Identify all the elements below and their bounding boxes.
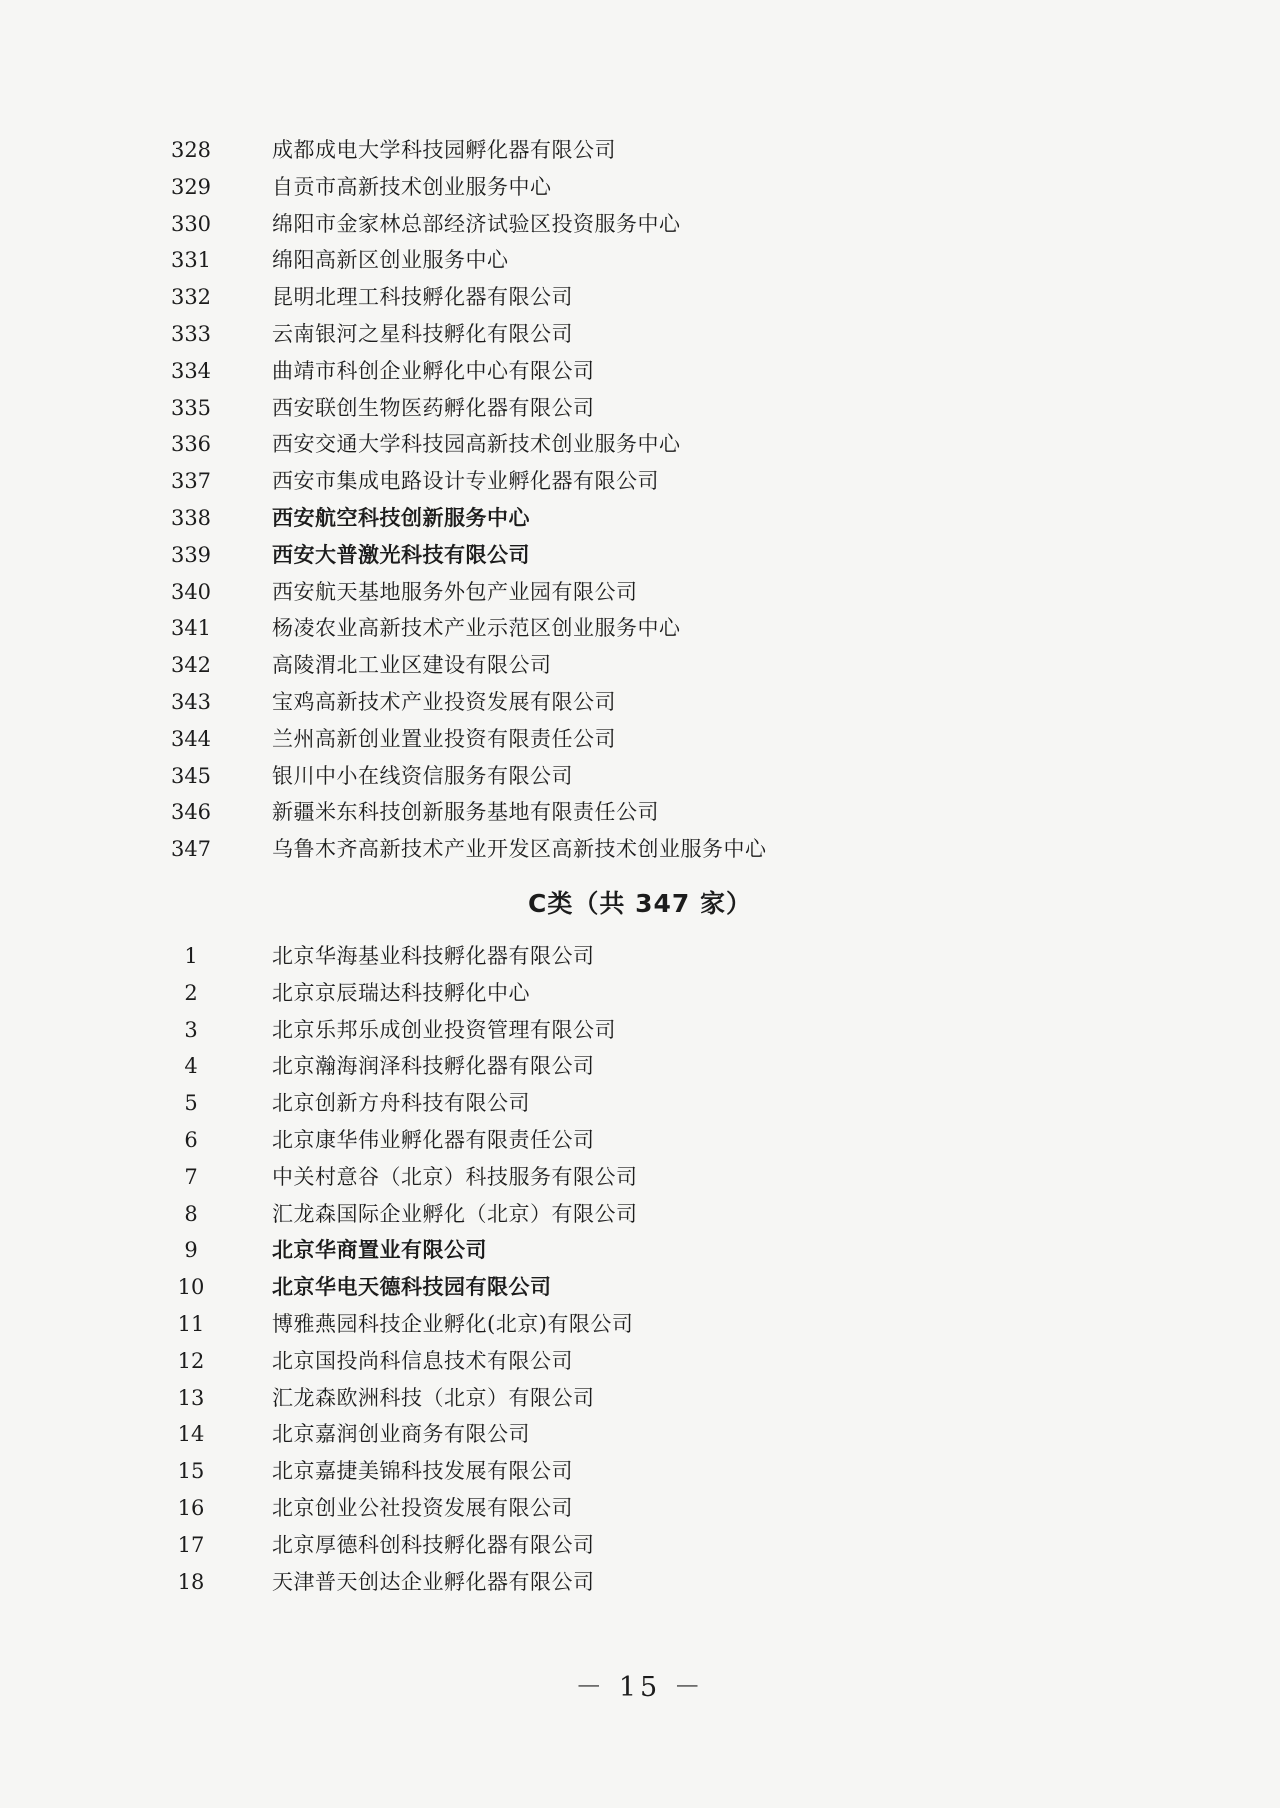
item-name: 博雅燕园科技企业孵化(北京)有限公司	[272, 1312, 634, 1336]
item-number: 16	[177, 1496, 205, 1520]
item-number: 339	[170, 542, 212, 567]
list-item	[0, 938, 1280, 974]
list-item	[0, 794, 1280, 830]
item-name: 新疆米东科技创新服务基地有限责任公司	[272, 800, 659, 825]
item-number: 331	[170, 248, 212, 273]
list-item	[0, 500, 1280, 536]
list-item	[0, 721, 1280, 757]
list-item	[0, 647, 1280, 683]
item-name: 昆明北理工科技孵化器有限公司	[272, 285, 573, 310]
list-item	[0, 1122, 1280, 1158]
item-number: 341	[170, 616, 212, 641]
list-item	[0, 426, 1280, 462]
item-number: 8	[184, 1201, 198, 1226]
item-name: 汇龙森国际企业孵化（北京）有限公司	[272, 1201, 638, 1226]
section-heading-c: C类（共 347 家）	[528, 889, 752, 918]
item-number: 345	[170, 763, 212, 788]
list-item	[0, 132, 1280, 168]
item-number: 18	[177, 1569, 205, 1594]
item-name: 绵阳市金家林总部经济试验区投资服务中心	[272, 211, 681, 236]
item-name: 北京华海基业科技孵化器有限公司	[272, 944, 595, 968]
item-name: 自贡市高新技术创业服务中心	[272, 174, 552, 199]
list-item	[0, 1196, 1280, 1232]
item-number: 336	[170, 432, 212, 457]
item-number: 338	[170, 506, 212, 530]
item-number: 343	[170, 690, 212, 714]
item-name: 天津普天创达企业孵化器有限公司	[272, 1569, 595, 1594]
item-name: 西安联创生物医药孵化器有限公司	[272, 395, 595, 420]
list-item	[0, 242, 1280, 278]
item-name: 北京嘉捷美锦科技发展有限公司	[272, 1459, 573, 1484]
item-number: 332	[170, 285, 212, 310]
list-item	[0, 1527, 1280, 1563]
list-item	[0, 1159, 1280, 1195]
list-item	[0, 1380, 1280, 1416]
item-name: 北京创新方舟科技有限公司	[272, 1091, 530, 1116]
item-number: 10	[177, 1275, 205, 1300]
item-name: 西安大普激光科技有限公司	[272, 541, 530, 567]
item-name: 兰州高新创业置业投资有限责任公司	[272, 726, 616, 751]
list-item	[0, 1343, 1280, 1379]
item-number: 11	[177, 1312, 205, 1336]
item-number: 347	[170, 837, 212, 862]
item-name: 北京乐邦乐成创业投资管理有限公司	[272, 1017, 616, 1042]
item-number: 5	[184, 1091, 198, 1116]
item-number: 13	[177, 1385, 205, 1410]
item-name: 西安航天基地服务外包产业园有限公司	[272, 579, 638, 604]
item-name: 云南银河之星科技孵化有限公司	[272, 322, 573, 346]
list-item	[0, 1269, 1280, 1305]
item-name: 北京华电天德科技园有限公司	[272, 1274, 552, 1300]
item-number: 337	[170, 469, 212, 494]
item-number: 344	[170, 726, 212, 751]
list-item	[0, 1416, 1280, 1452]
item-name: 北京创业公社投资发展有限公司	[272, 1496, 573, 1520]
list-item	[0, 758, 1280, 794]
item-number: 2	[184, 980, 198, 1005]
item-name: 中关村意谷（北京）科技服务有限公司	[272, 1164, 638, 1189]
item-name: 银川中小在线资信服务有限公司	[272, 763, 573, 788]
list-item	[0, 1564, 1280, 1600]
item-name: 北京嘉润创业商务有限公司	[272, 1422, 530, 1447]
list-item	[0, 610, 1280, 646]
item-name: 北京京辰瑞达科技孵化中心	[272, 980, 530, 1005]
item-name: 杨凌农业高新技术产业示范区创业服务中心	[272, 616, 681, 641]
item-number: 15	[177, 1459, 205, 1484]
item-name: 高陵渭北工业区建设有限公司	[272, 653, 552, 678]
list-item	[0, 574, 1280, 610]
item-number: 328	[170, 138, 212, 162]
item-number: 340	[170, 579, 212, 604]
item-name: 北京厚德科创科技孵化器有限公司	[272, 1532, 595, 1557]
item-number: 17	[177, 1532, 205, 1557]
item-name: 乌鲁木齐高新技术产业开发区高新技术创业服务中心	[272, 837, 767, 862]
list-item	[0, 831, 1280, 867]
item-number: 7	[184, 1164, 198, 1189]
list-item	[0, 537, 1280, 573]
item-number: 6	[184, 1128, 198, 1152]
list-item	[0, 1453, 1280, 1489]
item-name: 北京华商置业有限公司	[272, 1237, 487, 1263]
item-number: 14	[177, 1422, 205, 1447]
list-item	[0, 169, 1280, 205]
item-name: 曲靖市科创企业孵化中心有限公司	[272, 358, 595, 383]
item-name: 汇龙森欧洲科技（北京）有限公司	[272, 1385, 595, 1410]
list-item	[0, 1048, 1280, 1084]
item-number: 346	[170, 800, 212, 825]
item-number: 9	[184, 1238, 198, 1263]
item-name: 西安交通大学科技园高新技术创业服务中心	[272, 432, 681, 457]
list-item	[0, 1490, 1280, 1526]
list-item	[0, 1232, 1280, 1268]
item-name: 宝鸡高新技术产业投资发展有限公司	[272, 690, 616, 714]
list-item	[0, 684, 1280, 720]
item-name: 北京国投尚科信息技术有限公司	[272, 1348, 573, 1373]
list-item	[0, 279, 1280, 315]
list-item	[0, 463, 1280, 499]
item-number: 333	[170, 322, 212, 346]
list-item	[0, 1012, 1280, 1048]
list-item	[0, 206, 1280, 242]
item-name: 北京瀚海润泽科技孵化器有限公司	[272, 1054, 595, 1079]
list-item	[0, 390, 1280, 426]
list-item	[0, 975, 1280, 1011]
item-number: 3	[184, 1017, 198, 1042]
item-name: 成都成电大学科技园孵化器有限公司	[272, 138, 616, 162]
item-number: 12	[177, 1348, 205, 1373]
item-name: 西安航空科技创新服务中心	[272, 505, 530, 530]
item-number: 1	[184, 944, 198, 968]
list-item	[0, 1306, 1280, 1342]
item-number: 335	[170, 395, 212, 420]
item-number: 329	[170, 174, 212, 199]
item-name: 北京康华伟业孵化器有限责任公司	[272, 1128, 595, 1152]
page-number: － 15 －	[575, 1672, 705, 1703]
list-item	[0, 1085, 1280, 1121]
item-number: 330	[170, 211, 212, 236]
list-item	[0, 316, 1280, 352]
list-item	[0, 353, 1280, 389]
item-number: 4	[184, 1054, 198, 1079]
item-number: 334	[170, 358, 212, 383]
item-name: 绵阳高新区创业服务中心	[272, 248, 509, 273]
item-number: 342	[170, 653, 212, 678]
item-name: 西安市集成电路设计专业孵化器有限公司	[272, 469, 659, 494]
